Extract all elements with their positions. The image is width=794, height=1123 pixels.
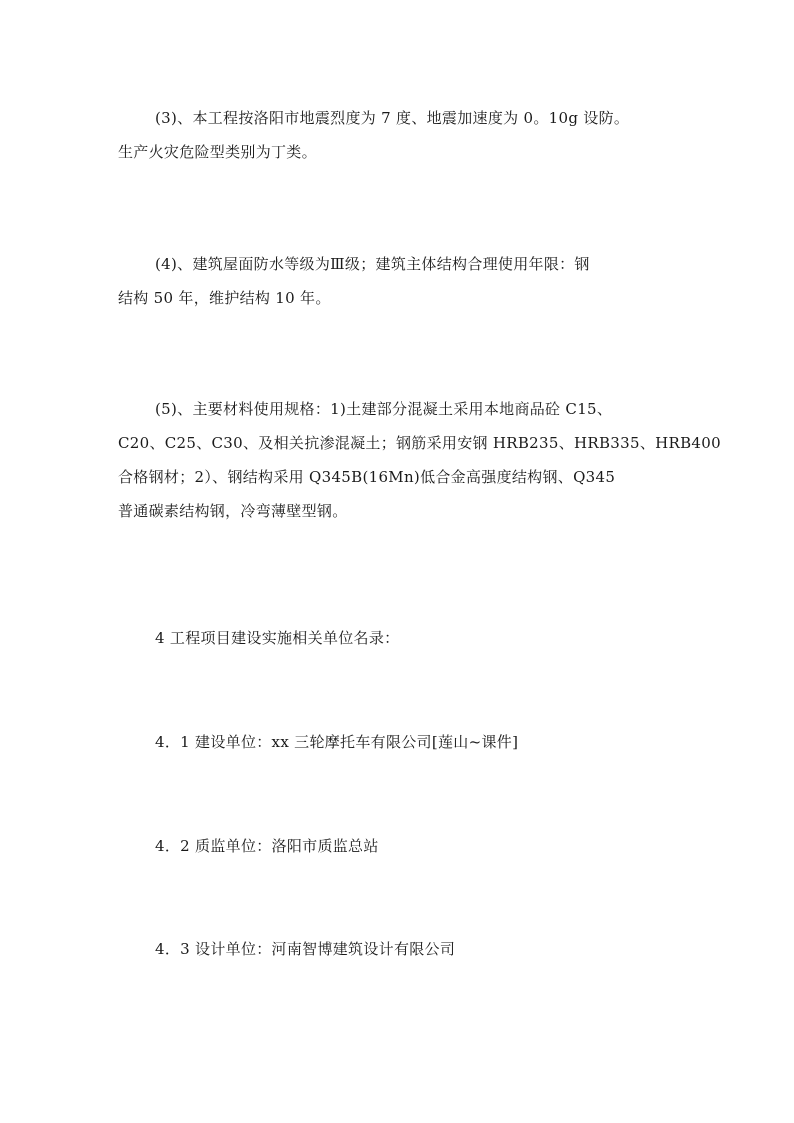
list-item: 4．1 建设单位：xx 三轮摩托车有限公司[莲山~课件] <box>155 733 519 751</box>
list-item: 4．3 设计单位：河南智博建筑设计有限公司 <box>155 940 456 958</box>
paragraph-line: (4)、建筑屋面防水等级为Ⅲ级；建筑主体结构合理使用年限：钢 <box>155 255 590 273</box>
paragraph-line: 结构 50 年，维护结构 10 年。 <box>118 289 331 307</box>
paragraph-line: 生产火灾危险型类别为丁类。 <box>118 143 317 161</box>
list-item: 4．2 质监单位：洛阳市质监总站 <box>155 837 379 855</box>
paragraph-line: 普通碳素结构钢，冷弯薄壁型钢。 <box>118 502 348 520</box>
paragraph-seismic <box>118 101 680 169</box>
paragraph-line: 合格钢材；2）、钢结构采用 Q345B(16Mn)低合金高强度结构钢、Q345 <box>118 468 616 486</box>
paragraph-line: (3)、本工程按洛阳市地震烈度为 7 度、地震加速度为 0。10g 设防。 <box>155 109 630 127</box>
paragraph-line: C20、C25、C30、及相关抗渗混凝土；钢筋采用安钢 HRB235、HRB335、HRB400 <box>118 434 721 452</box>
paragraph-waterproof <box>118 247 680 315</box>
section-heading-units <box>118 621 680 655</box>
paragraph-materials <box>118 392 721 528</box>
item-quality-supervision-unit <box>118 829 680 863</box>
item-design-unit <box>118 932 680 966</box>
section-heading: 4 工程项目建设实施相关单位名录： <box>155 629 400 647</box>
item-construction-unit <box>118 725 680 759</box>
paragraph-line: (5)、主要材料使用规格：1)土建部分混凝土采用本地商品砼 C15、 <box>155 400 613 418</box>
